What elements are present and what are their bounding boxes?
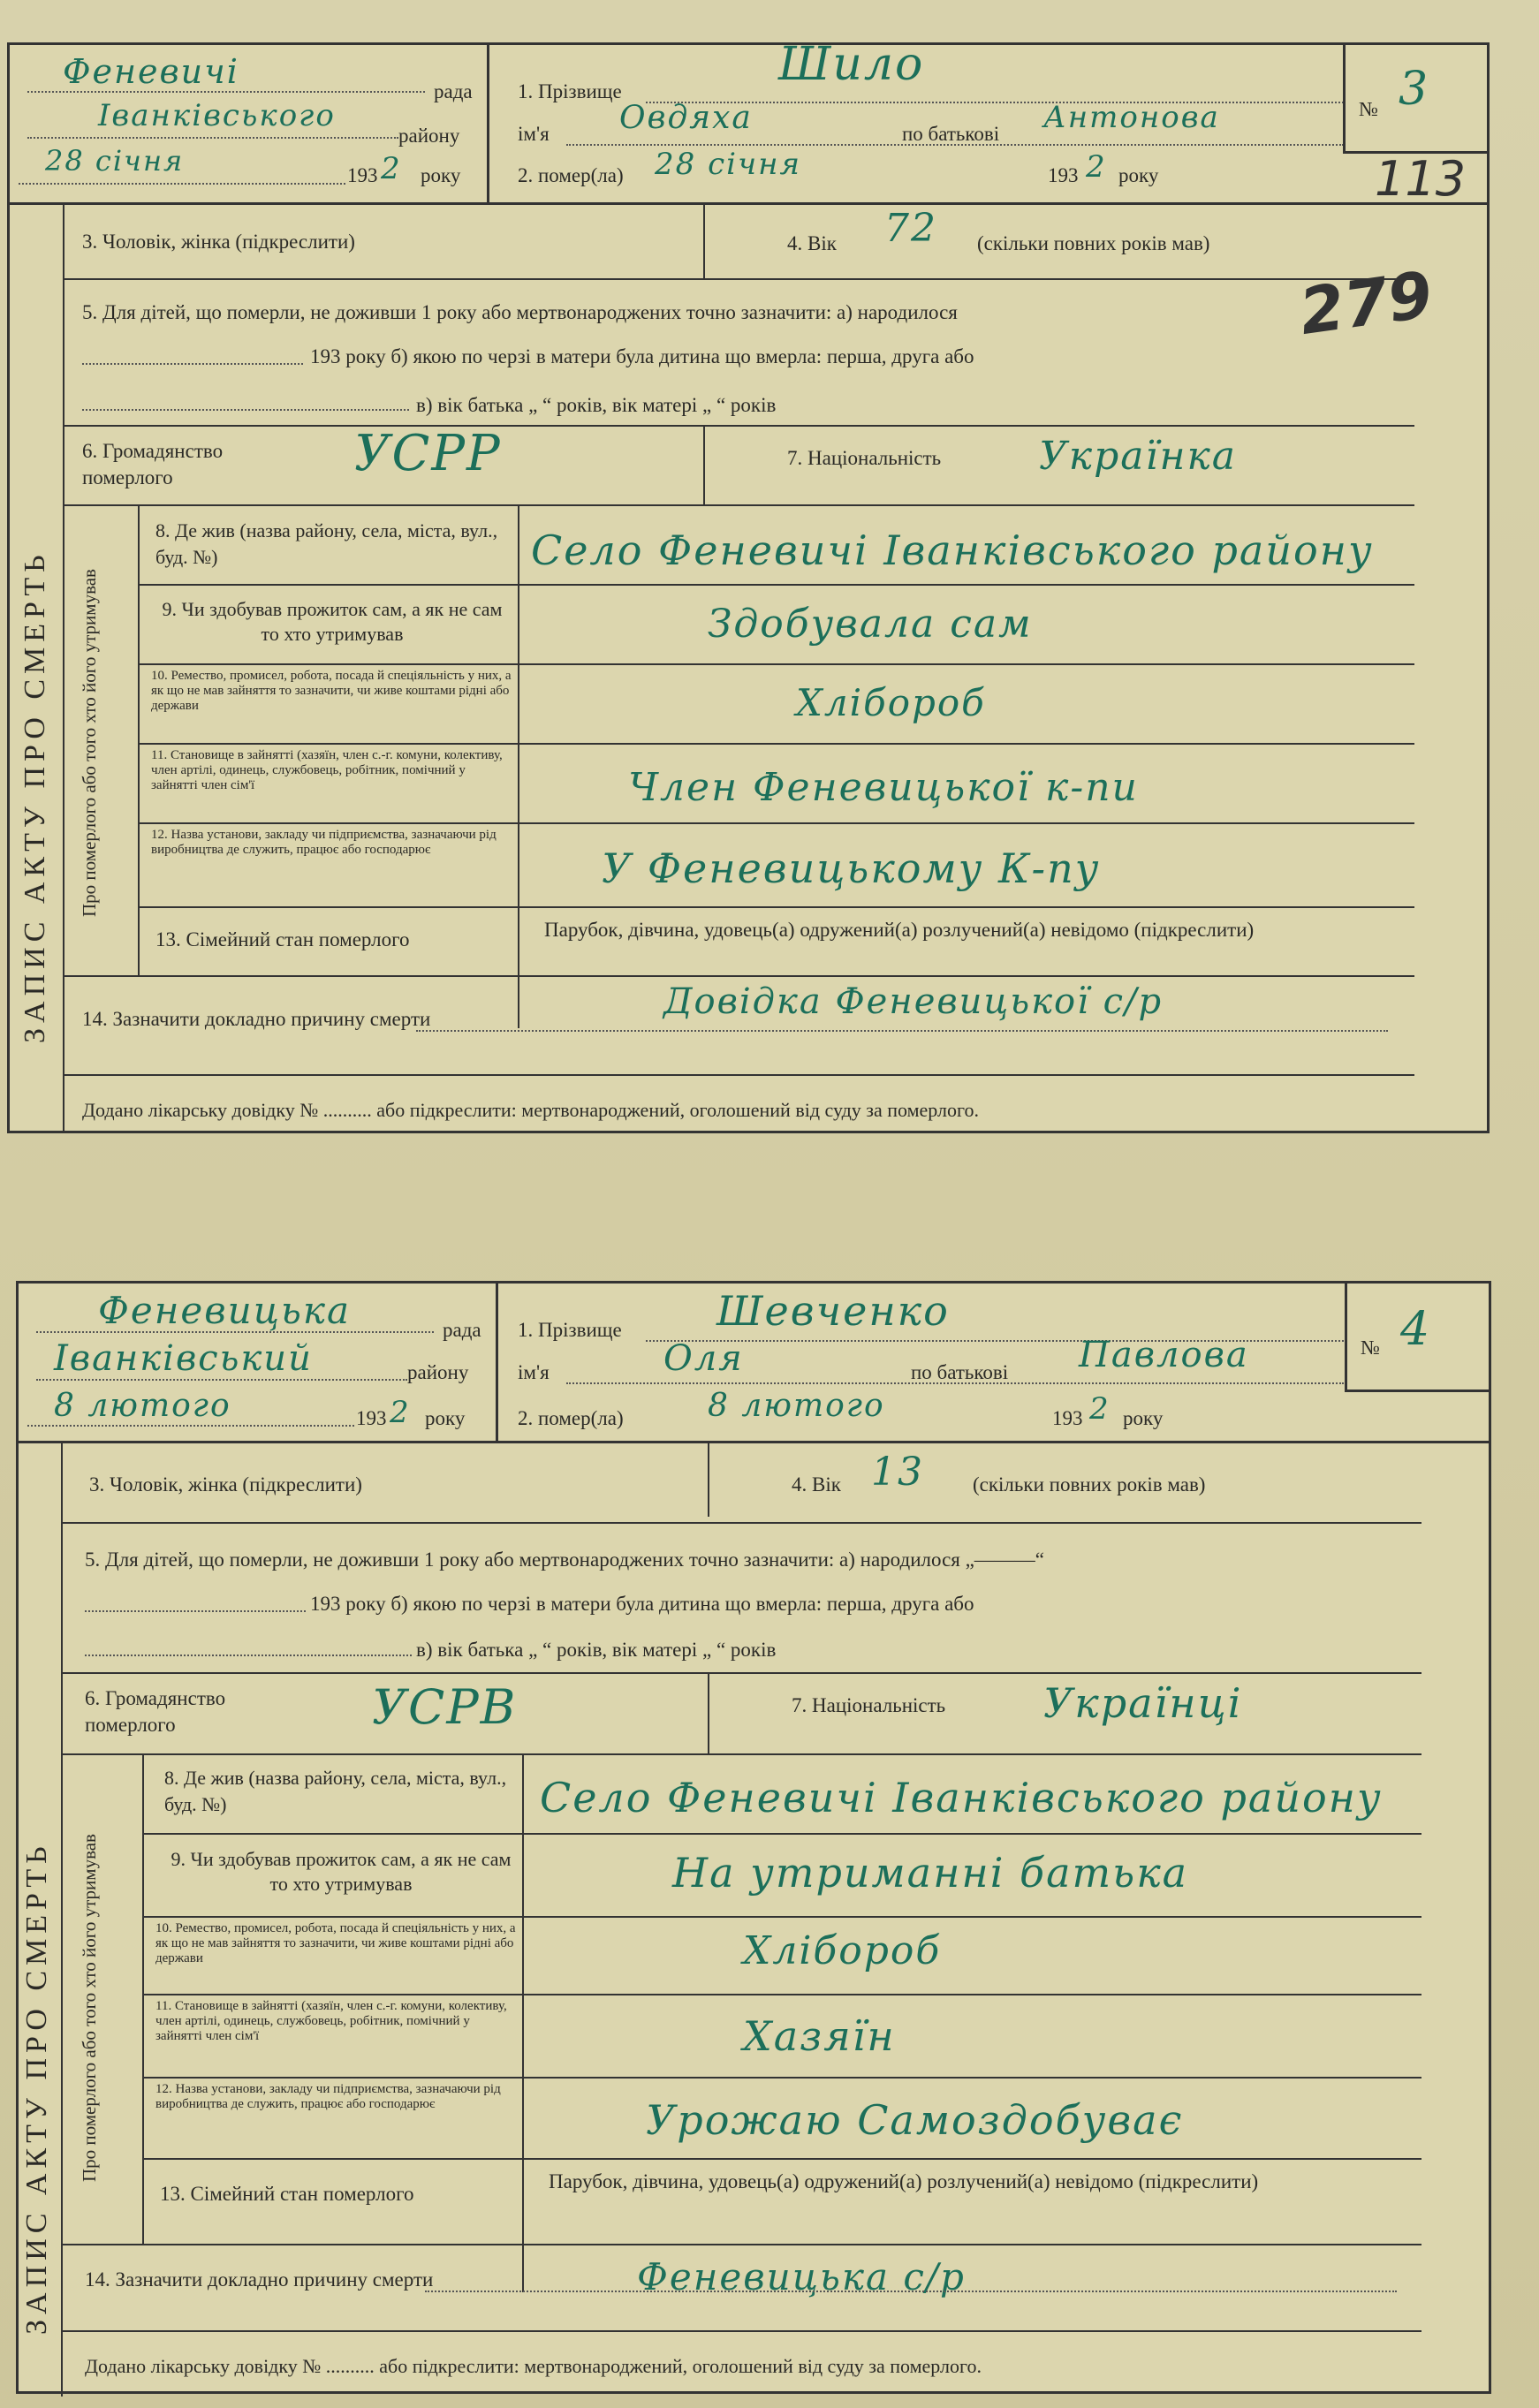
age-suffix: (скільки повних років мав) <box>973 1473 1206 1496</box>
patronymic-label: по батькові <box>911 1361 1009 1383</box>
q9-handwritten: На утриманні батька <box>672 1849 1189 1897</box>
citizenship-handwritten: УСРР <box>354 425 502 482</box>
q14-handwritten: Феневицька с/р <box>637 2255 966 2298</box>
sex-label: 3. Чоловік, жінка (підкреслити) <box>82 231 355 253</box>
death-year-handwritten: 2 <box>1086 149 1107 185</box>
citizenship-handwritten: УСРВ <box>372 1679 518 1735</box>
nationality-handwritten: Українці <box>1043 1679 1243 1727</box>
first-name-label: ім'я <box>518 1361 550 1383</box>
q12-handwritten: Урожаю Самоздобуває <box>646 2096 1184 2144</box>
side-title: ЗАПИС АКТУ ПРО СМЕРТЬ <box>20 1841 53 2335</box>
registration-year-label: року <box>421 164 461 186</box>
first-name-handwritten: Овдяха <box>619 100 753 136</box>
council-handwritten: Феневичі <box>63 52 239 91</box>
registration-year-handwritten: 2 <box>381 151 402 186</box>
record-number-box <box>1345 1284 1489 1392</box>
q13-options: Парубок, дівчина, удовець(а) одружений(а) розлучений(а) невідомо (підкреслити) <box>544 919 1255 941</box>
death-year-label: року <box>1118 164 1159 186</box>
q8-label: 8. Де жив (назва району, села, міста, вул., буд. №) <box>155 519 498 568</box>
record-number-label: № <box>1359 98 1378 120</box>
nationality-label: 7. Національність <box>792 1694 946 1716</box>
children-line-3: в) вік батька „ “ років, вік матері „ “ років <box>416 1639 777 1661</box>
children-line-1: 5. Для дітей, що померли, не доживши 1 року або мертвонароджених точно зазначити: а) народилося <box>82 301 958 323</box>
side-title: ЗАПИС АКТУ ПРО СМЕРТЬ <box>19 549 51 1043</box>
district-handwritten: Іванківського <box>98 98 336 133</box>
q9-label: 9. Чи здобував прожиток сам, а як не сам то хто утримував <box>162 598 503 645</box>
death-date-handwritten: 28 січня <box>655 147 802 182</box>
q11-label: 11. Становище в зайнятті (хазяїн, член с.-г. комуни, колективу, член артілі, одинець, службовець, робітник, помічний у зайнятті член сім'ї <box>155 1999 507 2043</box>
side-subtitle: Про померлого або того хто його утримував <box>79 1834 100 2182</box>
council-label: рада <box>434 80 473 102</box>
q10-handwritten: Хлібороб <box>743 1928 942 1973</box>
first-name-label: ім'я <box>518 123 550 145</box>
death-label: 2. помер(ла) <box>518 1407 624 1429</box>
q10-label: 10. Ремество, промисел, робота, посада й спеціяльність у них, а як що не мав зайняття то зазначити, чи живе коштами рідні або держави <box>151 669 512 713</box>
age-handwritten: 13 <box>871 1450 924 1495</box>
footer-note: Додано лікарську довідку № .......... або підкреслити: мертвонароджений, оголошений від суду за померлого. <box>82 1099 979 1121</box>
q8-handwritten: Село Феневичі Іванківського району <box>540 1774 1383 1821</box>
q11-label: 11. Становище в зайнятті (хазяїн, член с.-г. комуни, колективу, член артілі, одинець, службовець, робітник, помічний у зайнятті член сім'ї <box>151 748 503 792</box>
sex-label: 3. Чоловік, жінка (підкреслити) <box>89 1473 362 1496</box>
children-line-3: в) вік батька „ “ років, вік матері „ “ років <box>416 394 777 416</box>
surname-handwritten: Шило <box>778 38 925 91</box>
q8-label: 8. Де жив (назва району, села, міста, вул., буд. №) <box>164 1767 507 1815</box>
district-handwritten: Іванківський <box>54 1338 313 1379</box>
footer-note: Додано лікарську довідку № .......... або підкреслити: мертвонароджений, оголошений від суду за померлого. <box>85 2355 982 2377</box>
q12-label: 12. Назва установи, закладу чи підприємства, зазначаючи рід виробництва де служить, працює або господарює <box>155 2082 501 2111</box>
registration-year-label: року <box>425 1407 466 1429</box>
record-number-handwritten: 4 <box>1400 1303 1432 1356</box>
children-line-2: 193 року б) якою по черзі в матери була дитина що вмерла: перша, друга або <box>310 345 974 367</box>
nationality-handwritten: Українка <box>1039 434 1238 479</box>
age-suffix: (скільки повних років мав) <box>977 232 1210 254</box>
death-year-handwritten: 2 <box>1089 1391 1111 1427</box>
patronymic-label: по батькові <box>902 123 1000 145</box>
district-label: району <box>407 1361 469 1383</box>
registration-year-prefix: 193 <box>356 1407 387 1429</box>
margin-note-large: 279 <box>1294 256 1437 350</box>
surname-label: 1. Прізвище <box>518 80 622 102</box>
record-header <box>19 1284 1489 1443</box>
registry-office-block <box>19 1284 498 1441</box>
q14-label: 14. Зазначити докладно причину смерти <box>82 1008 431 1030</box>
surname-handwritten: Шевченко <box>716 1287 950 1335</box>
citizenship-label: 6. Громадянство померлого <box>85 1687 226 1736</box>
death-year-prefix: 193 <box>1048 164 1079 186</box>
council-handwritten: Феневицька <box>98 1289 352 1332</box>
record-number-label: № <box>1361 1337 1380 1359</box>
death-date-handwritten: 8 лютого <box>708 1388 885 1424</box>
district-label: району <box>398 125 460 147</box>
q14-handwritten: Довідка Феневицької с/р <box>663 981 1164 1022</box>
record-number-handwritten: 3 <box>1399 63 1430 116</box>
death-label: 2. помер(ла) <box>518 164 624 186</box>
q9-handwritten: Здобувала сам <box>708 602 1033 647</box>
record-number-box <box>1343 45 1487 154</box>
margin-note-number: 113 <box>1375 151 1467 207</box>
q8-handwritten: Село Феневичі Іванківського району <box>531 526 1374 574</box>
death-year-prefix: 193 <box>1052 1407 1083 1429</box>
record-header <box>10 38 1487 207</box>
q10-handwritten: Хлібороб <box>796 681 986 724</box>
patronymic-handwritten: Антонова <box>1043 100 1220 135</box>
council-label: рада <box>443 1319 481 1341</box>
citizenship-label: 6. Громадянство померлого <box>82 440 224 488</box>
q10-label: 10. Ремество, промисел, робота, посада й спеціяльність у них, а як що не мав зайняття то зазначити, чи живе коштами рідні або держави <box>155 1921 516 1965</box>
children-line-1: 5. Для дітей, що померли, не доживши 1 року або мертвонароджених точно зазначити: а) народилося „———“ <box>85 1549 1045 1571</box>
q12-handwritten: У Феневицькому К-пу <box>602 844 1101 892</box>
age-label: 4. Вік <box>787 232 837 254</box>
death-year-label: року <box>1123 1407 1164 1429</box>
first-name-handwritten: Оля <box>663 1338 744 1379</box>
registration-date-handwritten: 28 січня <box>45 144 185 178</box>
q11-handwritten: Хазяїн <box>743 2012 896 2060</box>
registration-year-handwritten: 2 <box>390 1395 411 1430</box>
age-label: 4. Вік <box>792 1473 841 1496</box>
nationality-label: 7. Національність <box>787 447 942 469</box>
q13-options: Парубок, дівчина, удовець(а) одружений(а) розлучений(а) невідомо (підкреслити) <box>549 2170 1259 2192</box>
death-record-form-2 <box>16 1281 1491 2394</box>
side-subtitle: Про померлого або того хто його утримував <box>79 569 100 917</box>
surname-label: 1. Прізвище <box>518 1319 622 1341</box>
q9-label: 9. Чи здобував прожиток сам, а як не сам то хто утримував <box>171 1848 512 1895</box>
registry-office-block <box>10 45 489 202</box>
q13-label: 13. Сімейний стан померлого <box>160 2183 414 2205</box>
q14-label: 14. Зазначити докладно причину смерти <box>85 2268 434 2291</box>
age-handwritten: 72 <box>884 206 937 251</box>
q13-label: 13. Сімейний стан померлого <box>155 928 410 950</box>
q11-handwritten: Член Феневицької к-пи <box>628 765 1139 810</box>
patronymic-handwritten: Павлова <box>1079 1335 1249 1375</box>
q12-label: 12. Назва установи, закладу чи підприємства, зазначаючи рід виробництва де служить, працює або господарює <box>151 828 497 857</box>
registration-date-handwritten: 8 лютого <box>54 1388 231 1424</box>
registration-year-prefix: 193 <box>347 164 378 186</box>
death-record-form-1 <box>7 38 1490 1133</box>
children-line-2: 193 року б) якою по черзі в матери була дитина що вмерла: перша, друга або <box>310 1593 974 1615</box>
